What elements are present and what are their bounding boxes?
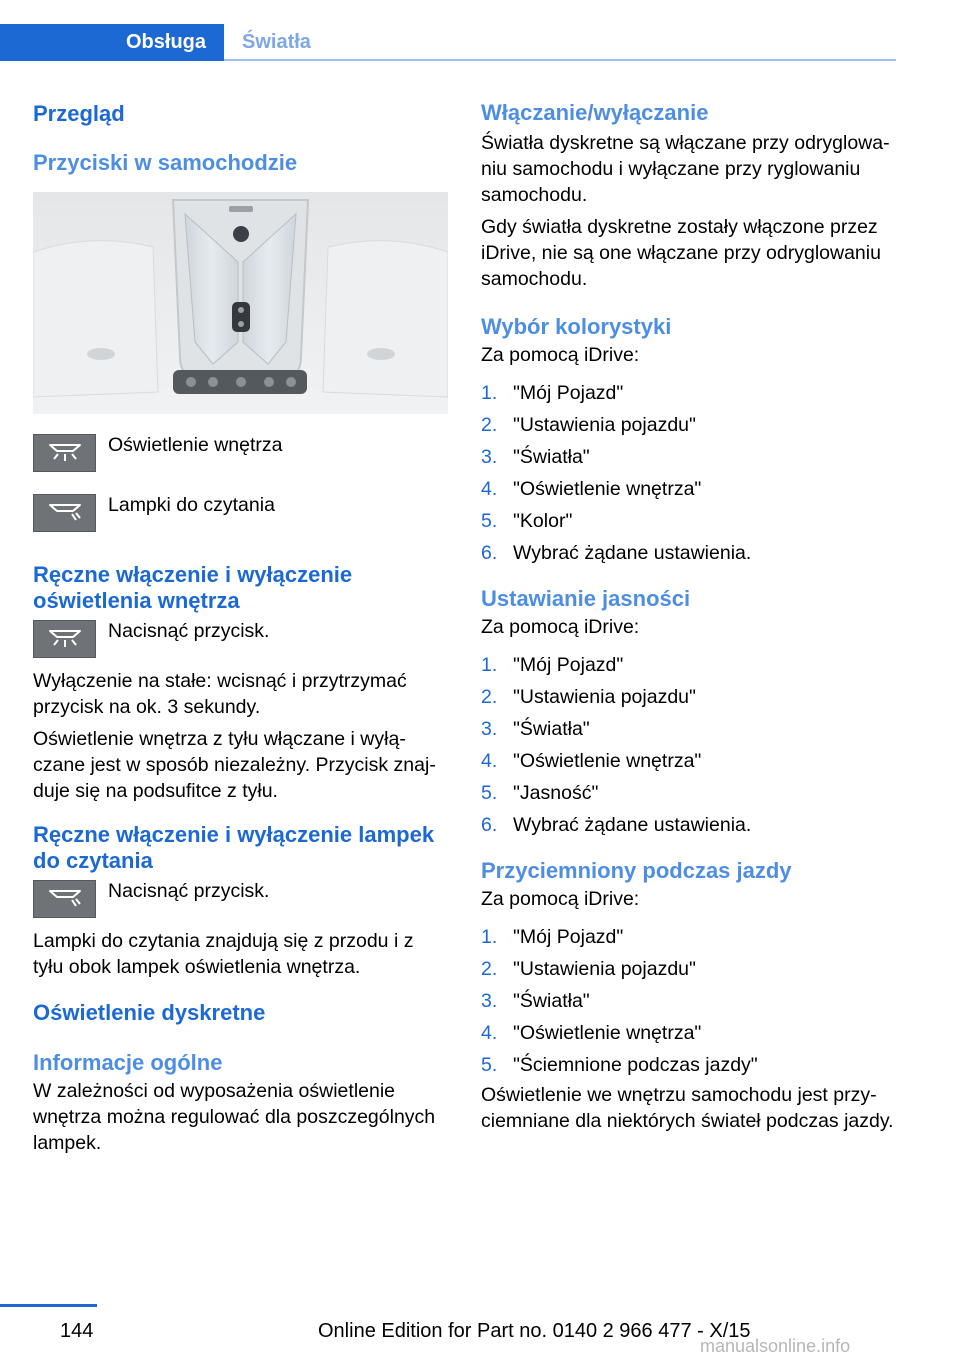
- watermark: manualsonline.info: [700, 1336, 851, 1356]
- paragraph-on-off-2: Gdy światła dyskretne zostały włączone przez iDrive, nie są one włączane przy odryglowaniu samochodu.: [481, 216, 881, 290]
- step-number: 4.: [481, 478, 498, 500]
- step-text: "Oświetlenie wnętrza": [513, 750, 702, 772]
- headliner-photo: [33, 192, 448, 414]
- paragraph-on-off-1: Światła dyskretne są włączane przy odryglowaniu samochodu i wyłączane przy ryglowaniu samochodu.: [481, 132, 890, 206]
- legend-interior-light-label: Oświetlenie wnętrza: [108, 434, 283, 456]
- section-tab-obsluga[interactable]: Obsługa: [0, 24, 224, 61]
- heading-manual-reading: Ręczne włączenie i wyłączenie lampek do czytania: [33, 822, 435, 873]
- list-item: [481, 1052, 901, 1084]
- reading-light-icon: [33, 494, 96, 532]
- page-number: 144: [60, 1320, 94, 1342]
- step-number: 3.: [481, 718, 498, 740]
- list-item: [481, 924, 901, 956]
- list-item: [481, 508, 901, 540]
- list-item: [481, 684, 901, 716]
- heading-on-off: Włączanie/wyłączanie: [481, 100, 709, 125]
- dimmed-steps-list: [481, 924, 901, 1084]
- list-item: [481, 380, 901, 412]
- list-item: [481, 812, 901, 844]
- section-tab-swiatla[interactable]: Światła: [242, 31, 311, 53]
- list-item: [481, 412, 901, 444]
- step-text: Wybrać żądane ustawienia.: [513, 814, 752, 836]
- via-idrive-text: Za pomocą iDrive:: [481, 616, 640, 638]
- heading-ambient: Oświetlenie dyskretne: [33, 1000, 266, 1025]
- heading-brightness: Ustawianie jasności: [481, 586, 691, 611]
- step-number: 5.: [481, 782, 498, 804]
- list-item: [481, 780, 901, 812]
- step-number: 2.: [481, 958, 498, 980]
- list-item: [481, 748, 901, 780]
- legend-interior-light: [33, 434, 448, 472]
- heading-color: Wybór kolorystyki: [481, 314, 672, 339]
- step-text: "Oświetlenie wnętrza": [513, 1022, 702, 1044]
- step-text: "Światła": [513, 990, 590, 1012]
- interior-light-icon: [33, 620, 96, 658]
- legend-reading-light: [33, 494, 448, 532]
- heading-dimmed: Przyciemniony podczas jazdy: [481, 858, 792, 883]
- step-number: 6.: [481, 542, 498, 564]
- list-item: [481, 956, 901, 988]
- step-number: 1.: [481, 654, 498, 676]
- interior-light-icon: [33, 434, 96, 472]
- headliner-illustration: [33, 192, 448, 414]
- via-idrive-text: Za pomocą iDrive:: [481, 888, 640, 910]
- heading-manual-interior: Ręczne włączenie i wyłączenie oświetlenia wnętrza: [33, 562, 353, 613]
- step-number: 4.: [481, 1022, 498, 1044]
- step-text: "Jasność": [513, 782, 599, 804]
- step-text: "Ustawienia pojazdu": [513, 414, 696, 436]
- legend-reading-light-label: Lampki do czytania: [108, 494, 275, 516]
- step-number: 5.: [481, 1054, 498, 1076]
- step-number: 3.: [481, 990, 498, 1012]
- step-text: "Światła": [513, 446, 590, 468]
- step-text: "Mój Pojazd": [513, 654, 624, 676]
- step-text: "Ściemnione podczas jazdy": [513, 1054, 758, 1076]
- paragraph-reading-location: Lampki do czytania znajdują się z przodu i z tyłu obok lampek oświetlenia wnętrza.: [33, 930, 414, 978]
- reading-light-icon: [33, 880, 96, 918]
- color-steps-list: [481, 380, 901, 572]
- edition-text: Online Edition for Part no. 0140 2 966 477 - X/15: [318, 1320, 751, 1342]
- via-idrive-text: Za pomocą iDrive:: [481, 344, 640, 366]
- step-number: 2.: [481, 686, 498, 708]
- interior-light-button-row: [33, 620, 448, 658]
- list-item: [481, 716, 901, 748]
- step-text: "Ustawienia pojazdu": [513, 958, 696, 980]
- step-text: "Mój Pojazd": [513, 926, 624, 948]
- step-number: 4.: [481, 750, 498, 772]
- right-column: [481, 100, 901, 1134]
- heading-overview: Przegląd: [33, 101, 125, 126]
- list-item: [481, 444, 901, 476]
- step-number: 1.: [481, 382, 498, 404]
- step-number: 3.: [481, 446, 498, 468]
- list-item: [481, 476, 901, 508]
- brightness-steps-list: [481, 652, 901, 844]
- heading-buttons: Przyciski w samochodzie: [33, 150, 298, 175]
- step-text: "Mój Pojazd": [513, 382, 624, 404]
- list-item: [481, 652, 901, 684]
- reading-light-button-row: [33, 880, 448, 918]
- paragraph-general-info: W zależności od wyposażenia oświetlenie wnętrza można regulować dla poszczególnych lampek.: [33, 1080, 436, 1154]
- step-text: Wybrać żądane ustawienia.: [513, 542, 752, 564]
- list-item: [481, 1020, 901, 1052]
- paragraph-off-permanent: Wyłączenie na stałe: wcisnąć i przytrzymać przycisk na ok. 3 sekundy.: [33, 670, 407, 718]
- step-number: 1.: [481, 926, 498, 948]
- footer-rule: [0, 1304, 97, 1307]
- press-button-text: Nacisnąć przycisk.: [108, 620, 270, 642]
- step-number: 2.: [481, 414, 498, 436]
- list-item: [481, 540, 901, 572]
- step-text: "Światła": [513, 718, 590, 740]
- paragraph-dimmed: Oświetlenie we wnętrzu samochodu jest przyciemniane dla niektórych świateł podczas jazdy.: [481, 1084, 894, 1132]
- step-text: "Kolor": [513, 510, 573, 532]
- page-header: [0, 0, 960, 62]
- list-item: [481, 988, 901, 1020]
- paragraph-rear-light: Oświetlenie wnętrza z tyłu włączane i wyłączane jest w sposób niezależny. Przycisk znajduje się na podsufitce z tyłu.: [33, 728, 436, 802]
- step-number: 6.: [481, 814, 498, 836]
- left-column: [33, 100, 448, 1156]
- step-number: 5.: [481, 510, 498, 532]
- step-text: "Oświetlenie wnętrza": [513, 478, 702, 500]
- step-text: "Ustawienia pojazdu": [513, 686, 696, 708]
- press-button-text: Nacisnąć przycisk.: [108, 880, 270, 902]
- header-rule: [224, 59, 896, 61]
- heading-general-info: Informacje ogólne: [33, 1050, 223, 1075]
